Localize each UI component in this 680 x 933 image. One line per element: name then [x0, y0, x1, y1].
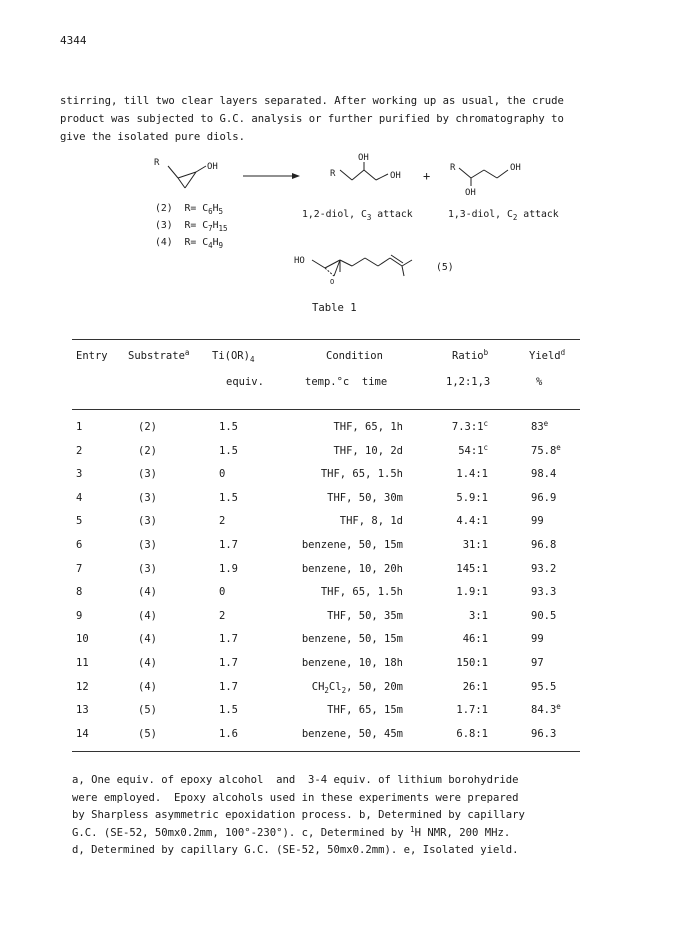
ratio-cell: 5.9:1	[456, 492, 488, 504]
ti-equiv-cell: 1.9	[219, 563, 238, 575]
plus-sign: +	[423, 169, 431, 183]
ratio-cell: 46:1	[462, 633, 488, 645]
ti-equiv-cell: 1.7	[219, 539, 238, 551]
header-yield: Yield$^d$	[529, 348, 566, 362]
intro-line: stirring, till two clear layers separated. After working up as usual, the crude	[60, 95, 564, 107]
header-substrate: Substrate$^a$	[128, 348, 190, 362]
ratio-cell: 1.7:1	[456, 704, 488, 716]
ratio-cell: 4.4:1	[456, 515, 488, 527]
substrate-cell: (4)	[138, 610, 157, 622]
condition-cell: THF, 65, 1.5h	[320, 468, 403, 480]
reaction-arrow	[243, 173, 300, 179]
condition-cell: THF, 50, 30m	[327, 492, 403, 504]
yield-cell: 90.5	[531, 610, 557, 622]
ti-equiv-cell: 1.7	[219, 657, 238, 669]
page-number: 4344	[60, 34, 87, 47]
product-13-label: 1,3-diol, $C_2$ attack	[448, 209, 559, 222]
yield-cell: 96.3	[531, 728, 557, 740]
ti-equiv-cell: 0	[219, 468, 226, 480]
header-ratio-sub: 1,2:1,3	[446, 376, 491, 388]
compound-5-label: (5)	[436, 262, 454, 273]
substrate-cell: (4)	[138, 657, 157, 669]
entry-cell: 1	[76, 421, 83, 433]
svg-text:HO: HO	[294, 256, 305, 266]
yield-cell: 97	[531, 657, 544, 669]
ti-equiv-cell: 2	[219, 515, 226, 527]
yield-cell: 95.5	[531, 681, 557, 693]
svg-text:OH: OH	[465, 188, 476, 198]
svg-text:R: R	[330, 169, 336, 179]
condition-cell: THF, 65, 1h	[333, 421, 403, 433]
condition-cell: benzene, 10, 18h	[301, 657, 403, 669]
ratio-cell: 145:1	[456, 563, 488, 575]
yield-cell: 98.4	[531, 468, 557, 480]
ratio-cell: 6.8:1	[456, 728, 488, 740]
substituent-2: (2) $R= C_6H_5$	[155, 203, 224, 216]
substituent-4: (4) $R= C_4H_9$	[155, 237, 224, 250]
substrate-cell: (4)	[138, 681, 157, 693]
footnotes	[72, 772, 592, 860]
entry-cell: 11	[76, 657, 89, 669]
yield-cell: 99	[531, 515, 544, 527]
header-condition: Condition	[326, 350, 383, 362]
ratio-cell: 1.9:1	[456, 586, 488, 598]
condition-cell: THF, 50, 35m	[327, 610, 403, 622]
header-ratio: Ratio$^b$	[452, 348, 489, 362]
ratio-cell: 3:1	[469, 610, 488, 622]
svg-text:OH: OH	[510, 163, 521, 173]
ratio-cell: 7.3:1$^c$	[451, 419, 488, 433]
entry-cell: 14	[76, 728, 89, 740]
epoxy-alcohol-structure	[168, 166, 206, 188]
svg-text:R: R	[450, 163, 456, 173]
yield-cell: 83e	[531, 419, 549, 433]
entry-cell: 7	[76, 563, 83, 575]
entry-cell: 6	[76, 539, 83, 551]
header-condition-sub: temp.°c time	[305, 376, 388, 388]
entry-cell: 4	[76, 492, 83, 504]
ti-equiv-cell: 1.7	[219, 633, 238, 645]
entry-cell: 13	[76, 704, 89, 716]
condition-cell: THF, 65, 1.5h	[320, 586, 403, 598]
entry-cell: 8	[76, 586, 83, 598]
substituent-3: (3) $R= C_7H_{15}$	[155, 220, 228, 233]
footnote-line: a, One equiv. of epoxy alcohol and 3-4 equiv. of lithium borohydride	[72, 774, 519, 786]
yield-cell: 93.3	[531, 586, 557, 598]
entry-cell: 3	[76, 468, 83, 480]
reaction-scheme	[0, 0, 680, 300]
compound-5-structure	[312, 255, 412, 276]
intro-line: give the isolated pure diols.	[60, 131, 245, 143]
yield-cell: 75.8e	[531, 443, 561, 457]
condition-cell: benzene, 50, 15m	[301, 633, 403, 645]
svg-text:O: O	[330, 278, 335, 286]
ti-equiv-cell: 1.5	[219, 421, 238, 433]
ti-equiv-cell: 1.5	[219, 492, 238, 504]
product-12-label: 1,2-diol, $C_3$ attack	[302, 209, 413, 222]
footnote-line: were employed. Epoxy alcohols used in these experiments were prepared	[72, 791, 519, 804]
footnote-line: by Sharpless asymmetric epoxidation process. b, Determined by capillary	[72, 809, 525, 821]
oh-label: OH	[207, 162, 218, 172]
header-ti-equiv: equiv.	[226, 376, 264, 388]
yield-cell: 96.8	[531, 539, 557, 551]
table-bottom-rule	[72, 751, 580, 752]
ratio-cell: 31:1	[462, 539, 488, 551]
condition-cell: benzene, 10, 20h	[301, 563, 403, 575]
table-header-rule	[72, 409, 580, 410]
table-caption: Table 1	[312, 302, 357, 314]
yield-cell: 96.9	[531, 492, 557, 504]
header-yield-sub: %	[536, 376, 543, 388]
header-entry: Entry	[76, 350, 108, 362]
condition-cell: $CH_2Cl_2$, 50, 20m	[311, 681, 403, 695]
ti-equiv-cell: 1.6	[219, 728, 238, 740]
condition-cell: THF, 8, 1d	[339, 515, 403, 527]
ratio-cell: 150:1	[456, 657, 488, 669]
ratio-cell: 26:1	[462, 681, 488, 693]
yield-cell: 84.3e	[531, 702, 561, 716]
footnote-line: d, Determined by capillary G.C. (SE-52, 50mx0.2mm). e, Isolated yield.	[72, 844, 519, 856]
entry-cell: 12	[76, 681, 89, 693]
ti-equiv-cell: 1.5	[219, 445, 238, 457]
entry-cell: 5	[76, 515, 83, 527]
svg-text:OH: OH	[390, 171, 401, 181]
ti-equiv-cell: 2	[219, 610, 226, 622]
yield-cell: 99	[531, 633, 544, 645]
ti-equiv-cell: 1.5	[219, 704, 238, 716]
substrate-cell: (5)	[138, 728, 157, 740]
ratio-cell: 54:1$^c$	[458, 443, 488, 457]
substrate-cell: (2)	[138, 445, 157, 457]
entry-cell: 9	[76, 610, 83, 622]
substrate-cell: (2)	[138, 421, 157, 433]
condition-cell: THF, 65, 15m	[327, 704, 403, 716]
r-label: R	[154, 158, 160, 168]
substrate-cell: (3)	[138, 539, 157, 551]
intro-line: product was subjected to G.C. analysis or further purified by chromatography to	[60, 113, 564, 125]
ratio-cell: 1.4:1	[456, 468, 488, 480]
diol-13-structure	[459, 168, 508, 186]
table-top-rule	[72, 339, 580, 340]
yield-cell: 93.2	[531, 563, 557, 575]
ti-equiv-cell: 0	[219, 586, 226, 598]
substrate-cell: (3)	[138, 468, 157, 480]
condition-cell: benzene, 50, 45m	[301, 728, 403, 740]
footnote-line: G.C. (SE-52, 50mx0.2mm, 100°-230°). c, Determined by $^1$H NMR, 200 MHz.	[72, 824, 511, 839]
condition-cell: THF, 10, 2d	[333, 445, 403, 457]
entry-cell: 2	[76, 445, 83, 457]
substrate-cell: (3)	[138, 492, 157, 504]
substrate-cell: (5)	[138, 704, 157, 716]
substrate-cell: (4)	[138, 633, 157, 645]
diol-12-structure	[340, 162, 388, 180]
substrate-cell: (3)	[138, 515, 157, 527]
substituent-list	[155, 200, 228, 251]
substrate-cell: (4)	[138, 586, 157, 598]
substrate-cell: (3)	[138, 563, 157, 575]
ti-equiv-cell: 1.7	[219, 681, 238, 693]
svg-text:OH: OH	[358, 153, 369, 163]
header-ti: $Ti(OR)_4$	[212, 350, 255, 364]
entry-cell: 10	[76, 633, 89, 645]
condition-cell: benzene, 50, 15m	[301, 539, 403, 551]
